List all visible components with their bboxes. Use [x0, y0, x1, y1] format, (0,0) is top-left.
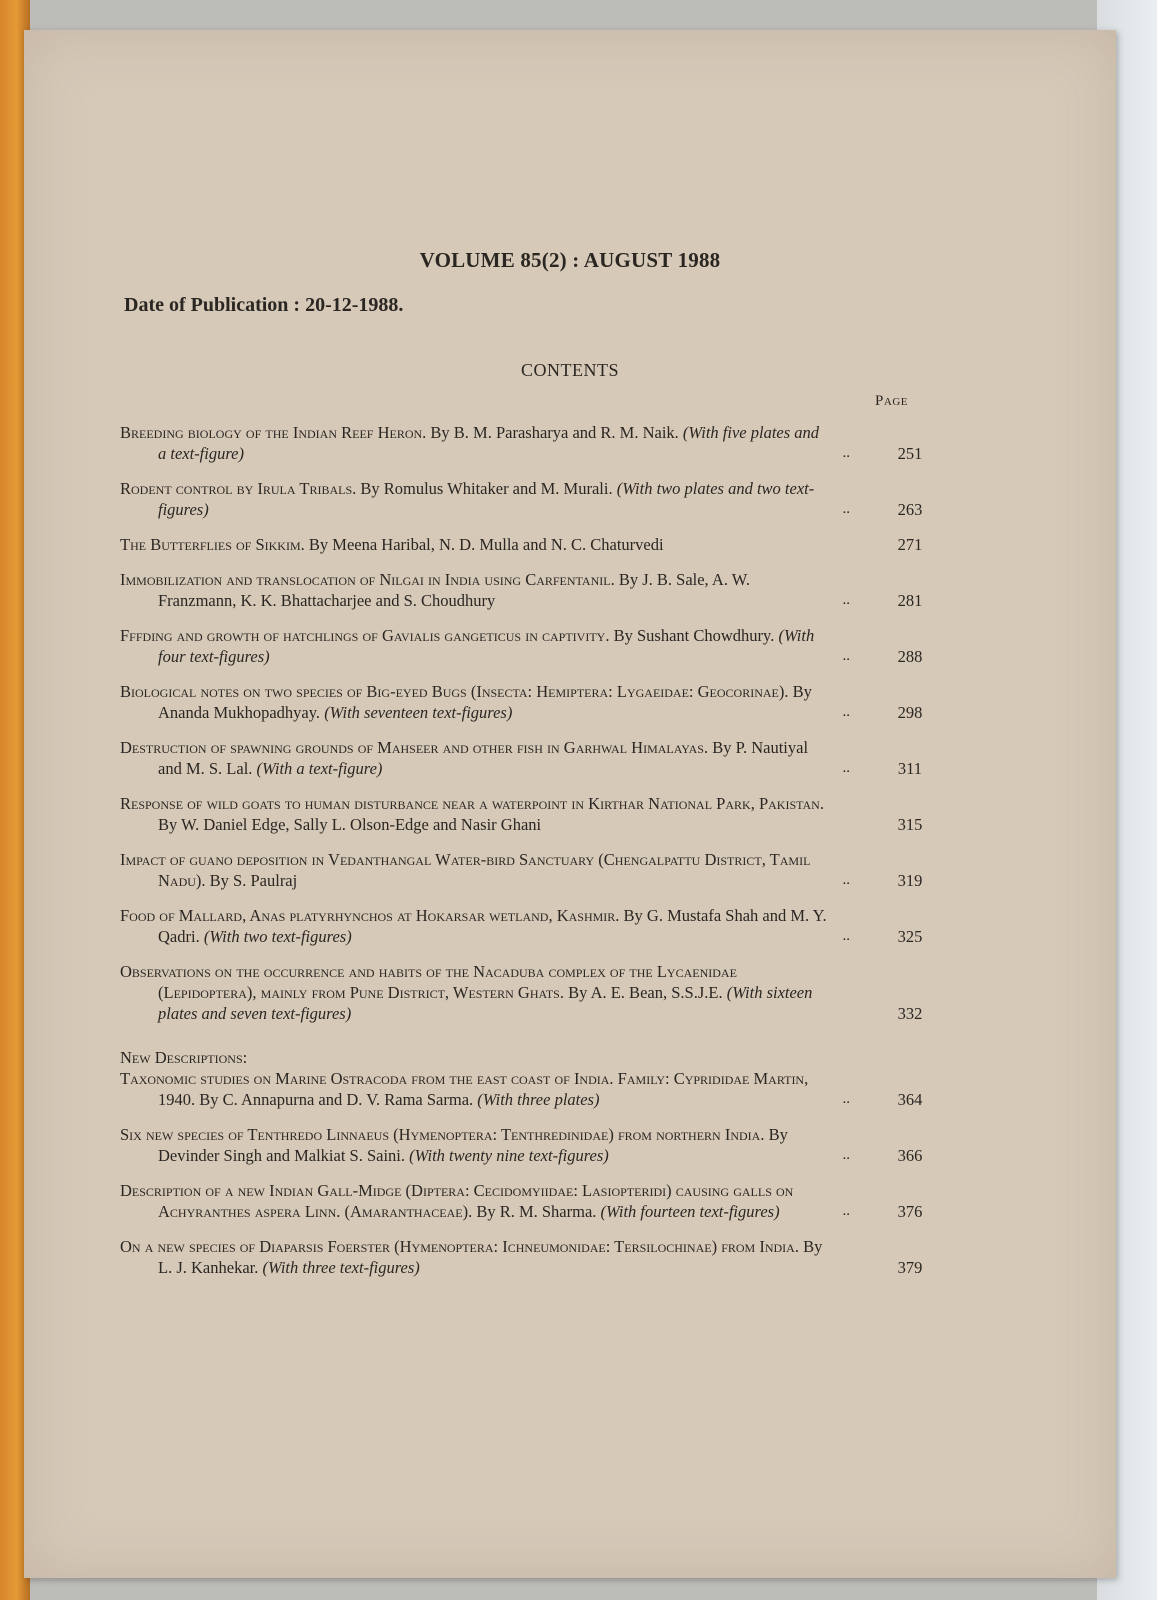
- entry-note: (With a text-figure): [256, 759, 383, 778]
- entry-page-number: 379: [897, 1258, 923, 1277]
- contents-entry: [120, 1068, 940, 1110]
- entry-leader: ..: [842, 648, 850, 664]
- entry-title: Response of wild goats to human disturbance near a waterpoint in Kirthar National Park, Pakistan.: [120, 794, 824, 813]
- entry-page-number: 332: [897, 1004, 923, 1023]
- entry-title: Impact of guano deposition in Vedanthangal Water-bird Sanctuary (Chengalpattu District, Tamil Nadu).: [120, 850, 811, 890]
- entry-leader: ..: [842, 1147, 850, 1163]
- entry-note: (With twenty nine text-figures): [409, 1146, 609, 1165]
- entry-authors: By B. M. Parasharya and R. M. Naik.: [430, 423, 679, 442]
- entry-authors: By C. Annapurna and D. V. Rama Sarma.: [199, 1090, 474, 1109]
- table-of-contents: [120, 422, 940, 1292]
- entry-page-number: 288: [897, 647, 923, 666]
- entry-note: (With four text-figures): [158, 626, 815, 666]
- contents-entry: [120, 849, 940, 891]
- entry-note: (With seventeen text-figures): [324, 703, 513, 722]
- entry-title: Destruction of spawning grounds of Mahseer and other fish in Garhwal Himalayas.: [120, 738, 709, 757]
- entry-note: (With sixteen plates and seven text-figures): [158, 983, 813, 1023]
- contents-entry: [120, 1236, 940, 1278]
- entry-note: (With fourteen text-figures): [600, 1202, 780, 1221]
- journal-page: [24, 30, 1116, 1578]
- contents-list: [120, 422, 940, 1024]
- entry-leader: ..: [842, 501, 850, 517]
- entry-title: Biological notes on two species of Big-eyed Bugs (Insecta: Hemiptera: Lygaeidae: Geocorinae).: [120, 682, 789, 701]
- entry-authors: By S. Paulraj: [209, 871, 298, 890]
- entry-authors: By R. M. Sharma.: [476, 1202, 597, 1221]
- entry-authors: By P. Nautiyal and M. S. Lal.: [158, 738, 809, 778]
- new-descriptions-heading: New Descriptions:: [120, 1048, 248, 1067]
- entry-authors: By W. Daniel Edge, Sally L. Olson-Edge and Nasir Ghani: [158, 815, 542, 834]
- entry-authors: By Romulus Whitaker and M. Murali.: [360, 479, 613, 498]
- contents-entry: [120, 569, 940, 611]
- entry-page-number: 315: [897, 815, 923, 834]
- entry-authors: By J. B. Sale, A. W. Franzmann, K. K. Bhattacharjee and S. Choudhury: [158, 570, 750, 610]
- entry-authors: By Sushant Chowdhury.: [613, 626, 775, 645]
- contents-entry: [120, 534, 940, 555]
- entry-title: Taxonomic studies on Marine Ostracoda from the east coast of India. Family: Cyprididae Martin, 1940.: [120, 1069, 809, 1109]
- entry-authors: By Ananda Mukhopadhyay.: [158, 682, 812, 722]
- entry-note: (With three plates): [477, 1090, 600, 1109]
- contents-entry: [120, 737, 940, 779]
- contents-entry: [120, 1180, 940, 1222]
- entry-authors: By Devinder Singh and Malkiat S. Saini.: [158, 1125, 788, 1165]
- entry-page-number: 281: [897, 591, 923, 610]
- entry-title: Description of a new Indian Gall-Midge (Diptera: Cecidomyiidae: Lasiopteridi) causing galls on Achyranthes aspera Linn. (Amaranthaceae).: [120, 1181, 794, 1221]
- entry-title: On a new species of Diaparsis Foerster (Hymenoptera: Ichneumonidae: Tersilochinae) from India.: [120, 1237, 799, 1256]
- entry-authors: By Meena Haribal, N. D. Mulla and N. C. Chaturvedi: [308, 535, 664, 554]
- entry-leader: ..: [842, 445, 850, 461]
- entry-note: (With three text-figures): [262, 1258, 420, 1277]
- contents-entry: [120, 625, 940, 667]
- page-column-label: Page: [875, 393, 908, 409]
- entry-authors: By G. Mustafa Shah and M. Y. Qadri.: [158, 906, 827, 946]
- entry-leader: ..: [842, 1091, 850, 1107]
- entry-note: (With five plates and a text-figure): [158, 423, 820, 463]
- entry-authors: By L. J. Kanhekar.: [158, 1237, 823, 1277]
- entry-page-number: 376: [897, 1202, 923, 1221]
- entry-leader: ..: [842, 1203, 850, 1219]
- entry-title: Food of Mallard, Anas platyrhynchos at Hokarsar wetland, Kashmir.: [120, 906, 620, 925]
- entry-leader: ..: [842, 760, 850, 776]
- contents-entry: [120, 793, 940, 835]
- entry-page-number: 251: [897, 444, 923, 463]
- contents-entry: [120, 422, 940, 464]
- entry-page-number: 319: [897, 871, 923, 890]
- contents-entry: [120, 905, 940, 947]
- entry-page-number: 263: [897, 500, 923, 519]
- entry-authors: By A. E. Bean, S.S.J.E.: [568, 983, 723, 1002]
- new-descriptions-list: [120, 1068, 940, 1278]
- entry-leader: ..: [842, 872, 850, 888]
- entry-title: Fffding and growth of hatchlings of Gavialis gangeticus in captivity.: [120, 626, 610, 645]
- entry-title: Rodent control by Irula Tribals.: [120, 479, 357, 498]
- entry-page-number: 298: [897, 703, 923, 722]
- publication-date: Date of Publication : 20-12-1988.: [124, 294, 404, 316]
- entry-page-number: 271: [897, 535, 923, 554]
- contents-entry: [120, 1124, 940, 1166]
- entry-leader: ..: [842, 928, 850, 944]
- contents-heading: CONTENTS: [521, 360, 619, 380]
- entry-title: Immobilization and translocation of Nilgai in India using Carfentanil.: [120, 570, 615, 589]
- entry-page-number: 364: [897, 1090, 923, 1109]
- contents-entry: [120, 478, 940, 520]
- entry-leader: ..: [842, 592, 850, 608]
- volume-heading: VOLUME 85(2) : AUGUST 1988: [419, 248, 721, 272]
- contents-entry: [120, 681, 940, 723]
- entry-leader: ..: [842, 704, 850, 720]
- entry-note: (With two plates and two text-figures): [158, 479, 815, 519]
- entry-title: Six new species of Tenthredo Linnaeus (Hymenoptera: Tenthredinidae) from northern India.: [120, 1125, 765, 1144]
- entry-page-number: 325: [897, 927, 923, 946]
- entry-page-number: 366: [897, 1146, 923, 1165]
- entry-title: The Butterflies of Sikkim.: [120, 535, 305, 554]
- contents-entry: [120, 961, 940, 1024]
- entry-title: Observations on the occurrence and habits of the Nacaduba complex of the Lycaenidae (Lepidoptera), mainly from Pune District, Western Ghats.: [120, 962, 737, 1002]
- entry-page-number: 311: [897, 759, 923, 778]
- entry-note: (With two text-figures): [203, 927, 352, 946]
- entry-title: Breeding biology of the Indian Reef Heron.: [120, 423, 427, 442]
